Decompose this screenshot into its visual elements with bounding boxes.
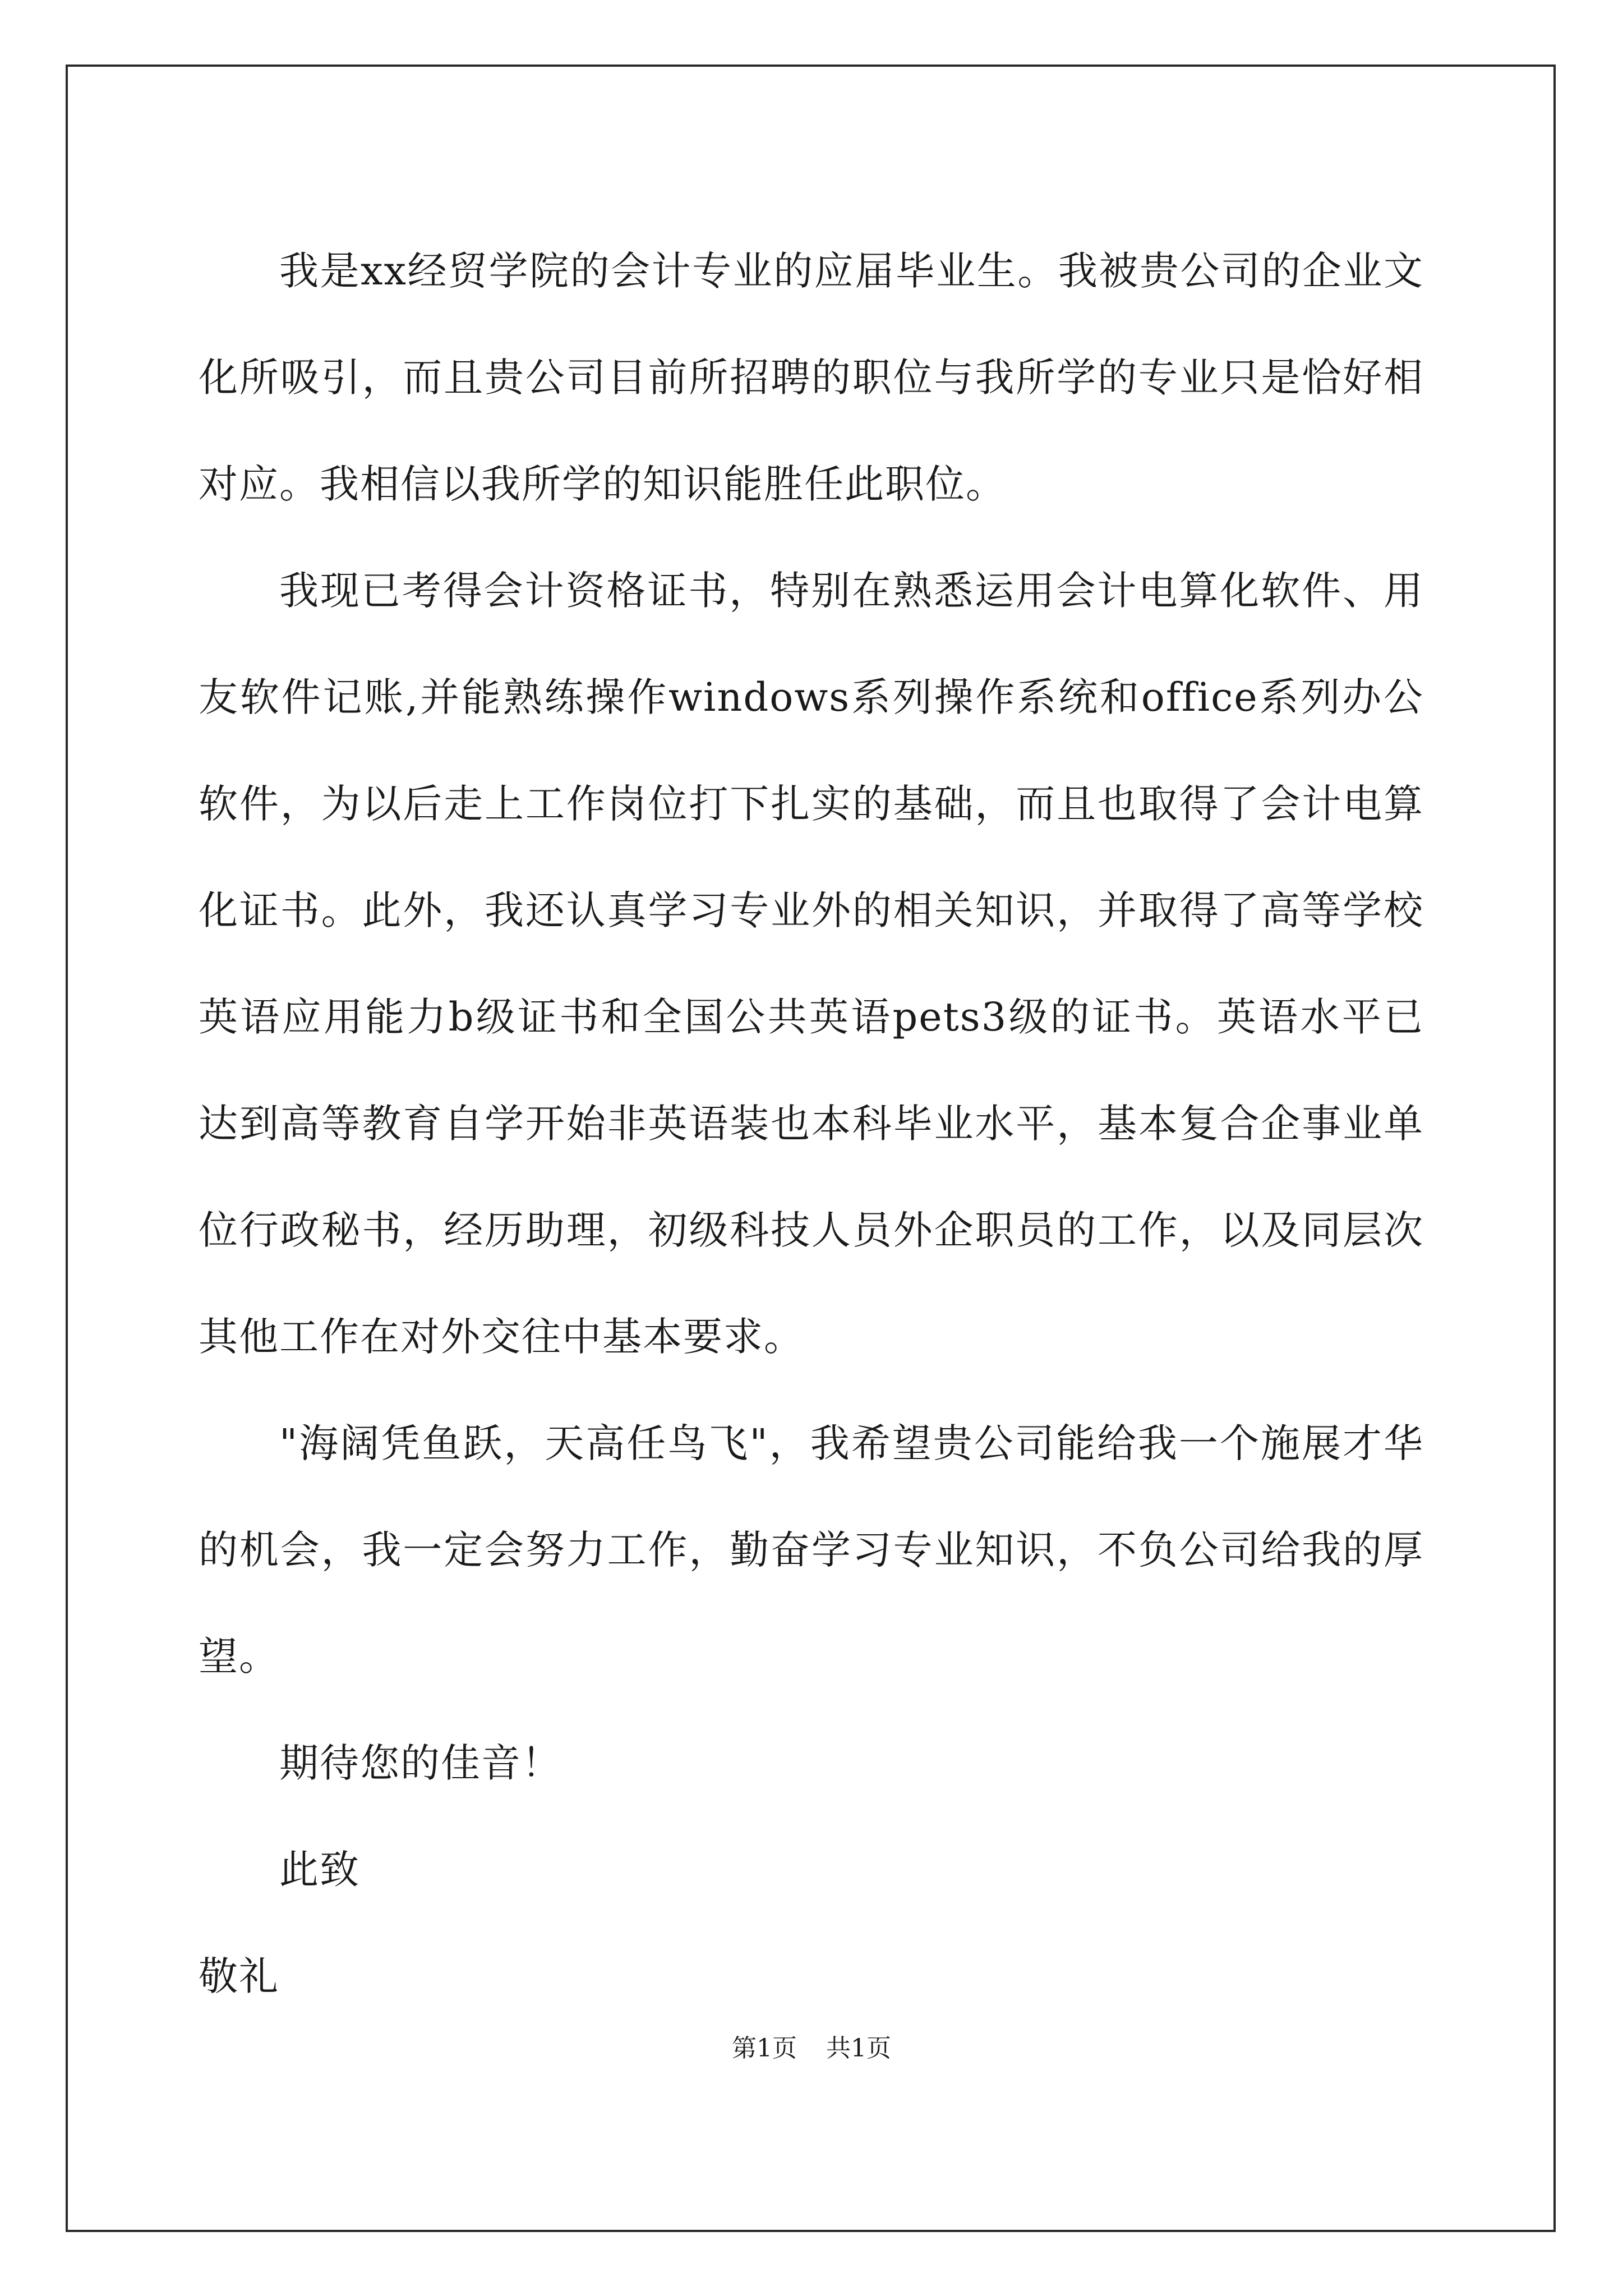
paragraph-salutation: 此致 <box>279 1847 360 1893</box>
page-number-current: 第1页 <box>732 2034 797 2063</box>
paragraph-intro: 我是xx经贸学院的会计专业的应届毕业生。我被贵公司的企业文化所吸引，而且贵公司目前所招聘的职位与我所学的专业只是恰好相对应。我相信以我所学的知识能胜任此职位。 <box>199 248 1424 507</box>
paragraph-looking-forward: 期待您的佳音！ <box>279 1740 562 1786</box>
paragraph-aspiration: "海阔凭鱼跃，天高任鸟飞"，我希望贵公司能给我一个施展才华的机会，我一定会努力工作，勤奋学习专业知识，不负公司给我的厚望。 <box>199 1420 1424 1680</box>
letter-body <box>199 218 1424 2030</box>
page-number-total: 共1页 <box>826 2034 891 2063</box>
page-footer <box>0 2032 1623 2065</box>
closing-regards: 敬礼 <box>199 1953 279 1999</box>
paragraph-qualifications: 我现已考得会计资格证书，特别在熟悉运用会计电算化软件、用友软件记账,并能熟练操作windows系列操作系统和office系列办公软件，为以后走上工作岗位打下扎实的基础，而且也取得了会计电算化证书。此外，我还认真学习专业外的相关知识，并取得了高等学校英语应用能力b级证书和全国公共英语pets3级的证书。英语水平已达到高等教育自学开始非英语装也本科毕业水平，基本复合企事业单位行政秘书，经历助理，初级科技人员外企职员的工作，以及同层次其他工作在对外交往中基本要求。 <box>199 568 1424 1360</box>
